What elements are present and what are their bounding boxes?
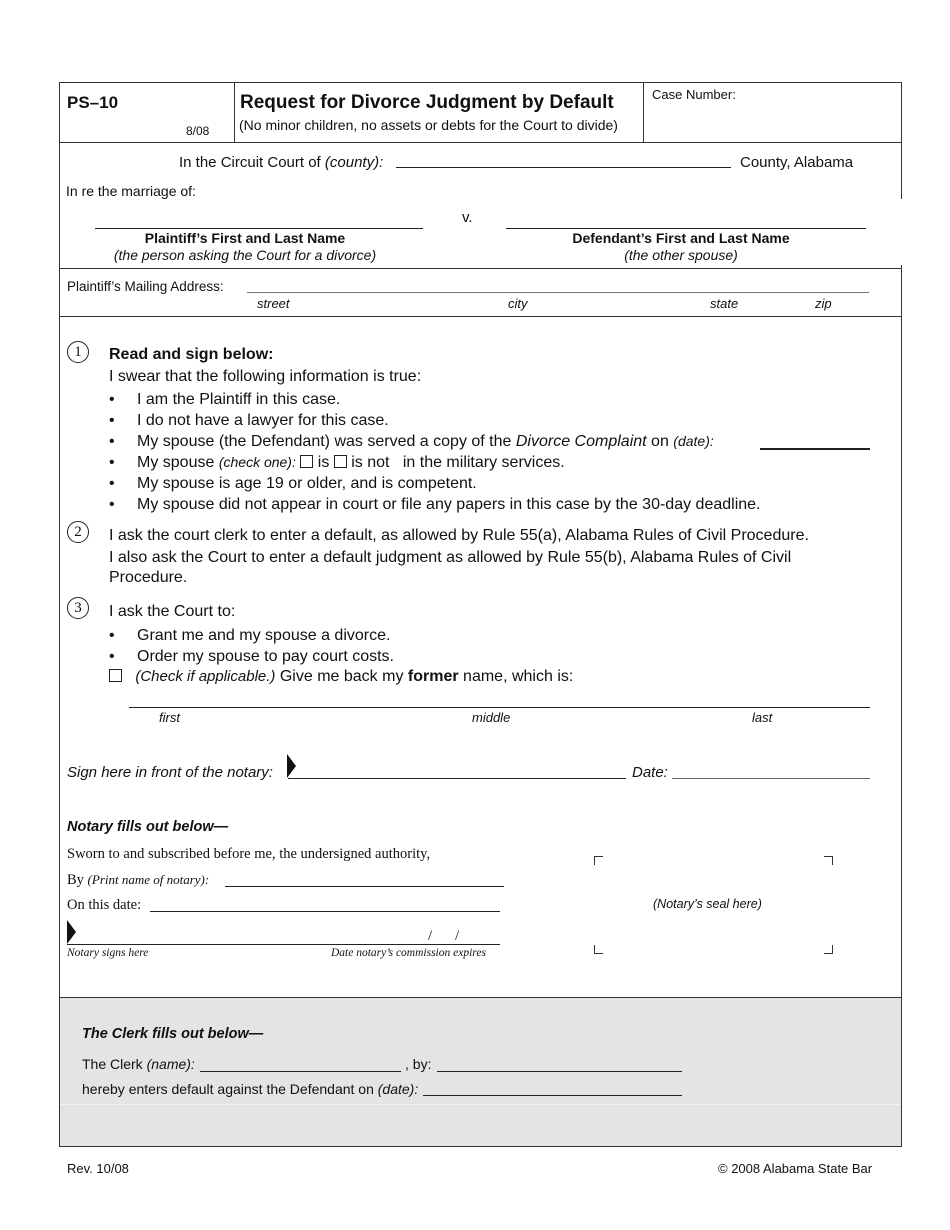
header-divider-1 [234,82,235,143]
list-item: • My spouse did not appear in court or file any papers in this case by the 30-day deadline. [109,494,889,515]
last-name-label: last [752,710,773,725]
signature-label: Sign here in front of the notary: [67,764,273,781]
seal-corner-bl-icon [594,945,603,954]
clerk-section-inner-line [60,1104,901,1105]
clerk-by-input[interactable] [437,1055,682,1072]
case-number-label: Case Number: [652,87,736,102]
section-3-intro: I ask the Court to: [109,603,236,620]
address-label: Plaintiff’s Mailing Address: [67,279,224,294]
commission-expires-label: Date notary’s commission expires [331,947,486,959]
county-suffix: County, Alabama [740,154,854,171]
expires-slash-1: / [428,928,433,944]
caption-divider [59,268,902,269]
notary-sworn: Sworn to and subscribed before me, the undersigned authority, [67,846,431,862]
former-name-row: (Check if applicable.) Give me back my former name, which is: [109,668,573,686]
notary-signature-input[interactable] [67,928,500,945]
versus-label: v. [462,209,473,226]
body-right-border [901,316,902,997]
seal-corner-tr-icon [824,856,833,865]
section-1-heading: Read and sign below: [109,346,274,363]
defendant-hint: (the other spouse) [624,247,738,263]
signature-input[interactable] [288,762,626,779]
form-date: 8/08 [186,124,210,138]
seal-corner-tl-icon [594,856,603,865]
clerk-default-row: hereby enters default against the Defendant on (date): [82,1081,419,1097]
defendant-label: Defendant’s First and Last Name [572,230,790,246]
notary-signs-label: Notary signs here [67,947,149,959]
notary-heading: Notary fills out below— [67,819,229,835]
section-2-line3: Procedure. [109,569,188,586]
list-item: • My spouse is age 19 or older, and is competent. [109,473,889,494]
clerk-by-label: , by: [405,1056,432,1072]
footer-copyright: © 2008 Alabama State Bar [718,1161,873,1176]
served-date-input[interactable] [760,432,870,450]
address-city-label: city [508,296,528,311]
court-line: In the Circuit Court of (county): [179,154,384,171]
page-subtitle: (No minor children, no assets or debts for the Court to divide) [239,117,618,133]
list-item: • Grant me and my spouse a divorce. [109,625,809,646]
section-1-number: 1 [67,341,89,363]
section-1-intro: I swear that the following information is true: [109,368,422,385]
plaintiff-label: Plaintiff’s First and Last Name [144,230,346,246]
notary-seal-label: (Notary’s seal here) [653,897,762,911]
section-2-number: 2 [67,521,89,543]
address-state-label: state [710,296,739,311]
expires-slash-2: / [455,928,460,944]
military-is-not-checkbox[interactable] [334,455,347,468]
caption-right-border [901,143,902,199]
list-item: • My spouse (the Defendant) was served a copy of the Divorce Complaint on (date): [109,431,889,452]
clerk-section [59,997,902,1147]
plaintiff-hint: (the person asking the Court for a divorce) [113,247,377,263]
notary-date-label: On this date: [67,897,142,913]
body-left-border [59,316,60,997]
plaintiff-name-input[interactable] [95,212,423,229]
notary-name-input[interactable] [225,870,504,887]
section-3-list [109,625,809,667]
clerk-name-row: The Clerk (name): [82,1056,195,1072]
list-item: • I do not have a lawyer for this case. [109,410,889,431]
list-item: • Order my spouse to pay court costs. [109,646,809,667]
address-input[interactable] [247,278,869,293]
clerk-heading: The Clerk fills out below— [82,1026,264,1042]
caption-left-border [59,143,60,317]
middle-name-label: middle [472,710,511,725]
section-2-line2: I also ask the Court to enter a default judgment as allowed by Rule 55(b), Alabama Rules of Civil [109,549,792,566]
section-1-list [109,389,889,515]
marriage-label: In re the marriage of: [66,183,196,199]
list-item: • My spouse (check one): is is not in the military services. [109,452,889,473]
section-3-number: 3 [67,597,89,619]
caption-right-border-2 [901,265,902,317]
former-name-input[interactable] [129,690,870,708]
former-name-checkbox[interactable] [109,669,122,682]
notary-by-row: By (Print name of notary): [67,872,210,888]
page-title: Request for Divorce Judgment by Default [240,92,614,113]
clerk-default-date-input[interactable] [423,1079,682,1096]
list-item: • I am the Plaintiff in this case. [109,389,889,410]
body-top-border [59,316,902,317]
case-number-field[interactable] [644,104,901,142]
address-zip-label: zip [815,296,832,311]
signature-date-input[interactable] [672,762,870,779]
form-id: PS–10 [67,93,119,112]
notary-date-input[interactable] [150,895,500,912]
section-2-line1: I ask the court clerk to enter a default, as allowed by Rule 55(a), Alabama Rules of Civil Procedure. [109,527,809,544]
seal-corner-br-icon [824,945,833,954]
footer-revision: Rev. 10/08 [67,1161,129,1176]
signature-date-label: Date: [632,764,668,781]
clerk-name-input[interactable] [200,1055,401,1072]
defendant-name-input[interactable] [506,212,866,229]
county-input[interactable] [396,152,731,168]
military-is-checkbox[interactable] [300,455,313,468]
address-street-label: street [257,296,290,311]
first-name-label: first [159,710,180,725]
